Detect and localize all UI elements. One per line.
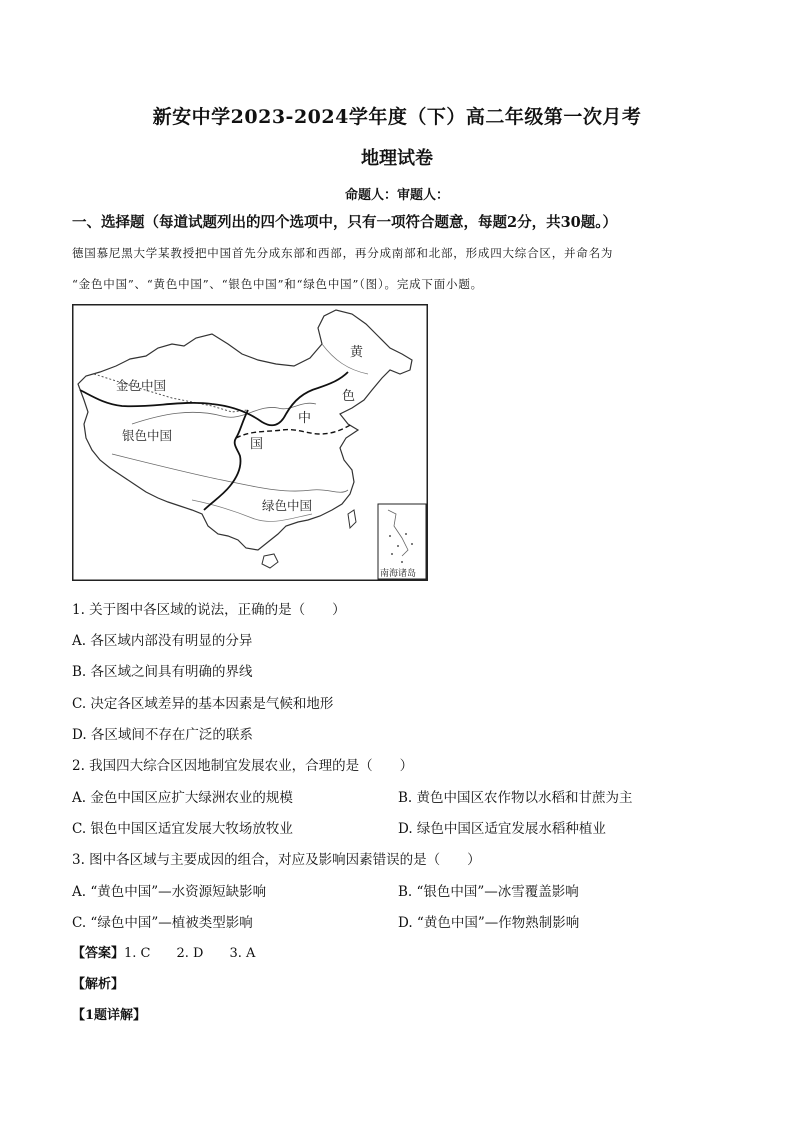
answer-values: 1. C 2. D 3. A [124,946,256,961]
map-inset-label: 南海诸岛 [380,569,417,579]
map-label-yellow-1: 黄 [350,345,364,360]
answer-label: 【答案】 [72,946,125,961]
question-3-option-b[interactable]: B. “银色中国”—冰雪覆盖影响 [398,884,579,900]
question-3-option-d[interactable]: D. “黄色中国”—作物熟制影响 [398,915,580,931]
china-regions-map [72,304,428,581]
answer-line [72,942,255,961]
question-2-option-d[interactable]: D. 绿色中国区适宜发展水稻种植业 [398,821,606,837]
intro-line-2: “金色中国”、“黄色中国”、“银色中国”和“绿色中国”（图）。完成下面小题。 [72,277,483,291]
question-2-option-a[interactable]: A. 金色中国区应扩大绿洲农业的规模 [72,790,293,806]
map-label-green: 绿色中国 [262,498,313,513]
question-1-option-c[interactable]: C. 决定各区域差异的基本因素是气候和地形 [72,696,334,712]
question-2-option-b[interactable]: B. 黄色中国区农作物以水稻和甘蔗为主 [398,790,633,806]
question-1-option-d[interactable]: D. 各区域间不存在广泛的联系 [72,727,253,743]
map-label-yellow-3: 中 [298,411,312,426]
question-3-option-c[interactable]: C. “绿色中国”—植被类型影响 [72,915,253,931]
question-3-option-a[interactable]: A. “黄色中国”—水资源短缺影响 [72,884,267,900]
question-1-stem: 1. 关于图中各区域的说法，正确的是（ ） [72,602,346,618]
detail-label: 【1题详解】 [72,1008,147,1023]
section-heading: 一、选择题（每道试题列出的四个选项中，只有一项符合题意，每题2分，共30题。） [72,214,618,231]
question-2-stem: 2. 我国四大综合区因地制宜发展农业，合理的是（ ） [72,758,414,774]
question-3-stem: 3. 图中各区域与主要成因的组合，对应及影响因素错误的是（ ） [72,852,481,868]
map-label-yellow-4: 国 [250,437,264,452]
map-label-yellow-2: 色 [342,389,356,404]
analysis-label: 【解析】 [72,977,125,992]
question-2-option-c[interactable]: C. 银色中国区适宜发展大牧场放牧业 [72,821,293,837]
map-label-gold: 金色中国 [116,378,167,393]
question-1-option-a[interactable]: A. 各区域内部没有明显的分异 [72,633,253,649]
map-label-silver: 银色中国 [122,428,173,443]
authors-line: 命题人：审题人： [344,188,449,203]
question-1-option-b[interactable]: B. 各区域之间具有明确的界线 [72,664,253,680]
page-subtitle: 地理试卷 [361,148,433,169]
intro-line-1: 德国慕尼黑大学某教授把中国首先分成东部和西部，再分成南部和北部，形成四大综合区，并命名为 [72,246,614,260]
page-title: 新安中学2023-2024学年度（下）高二年级第一次月考 [152,106,642,128]
